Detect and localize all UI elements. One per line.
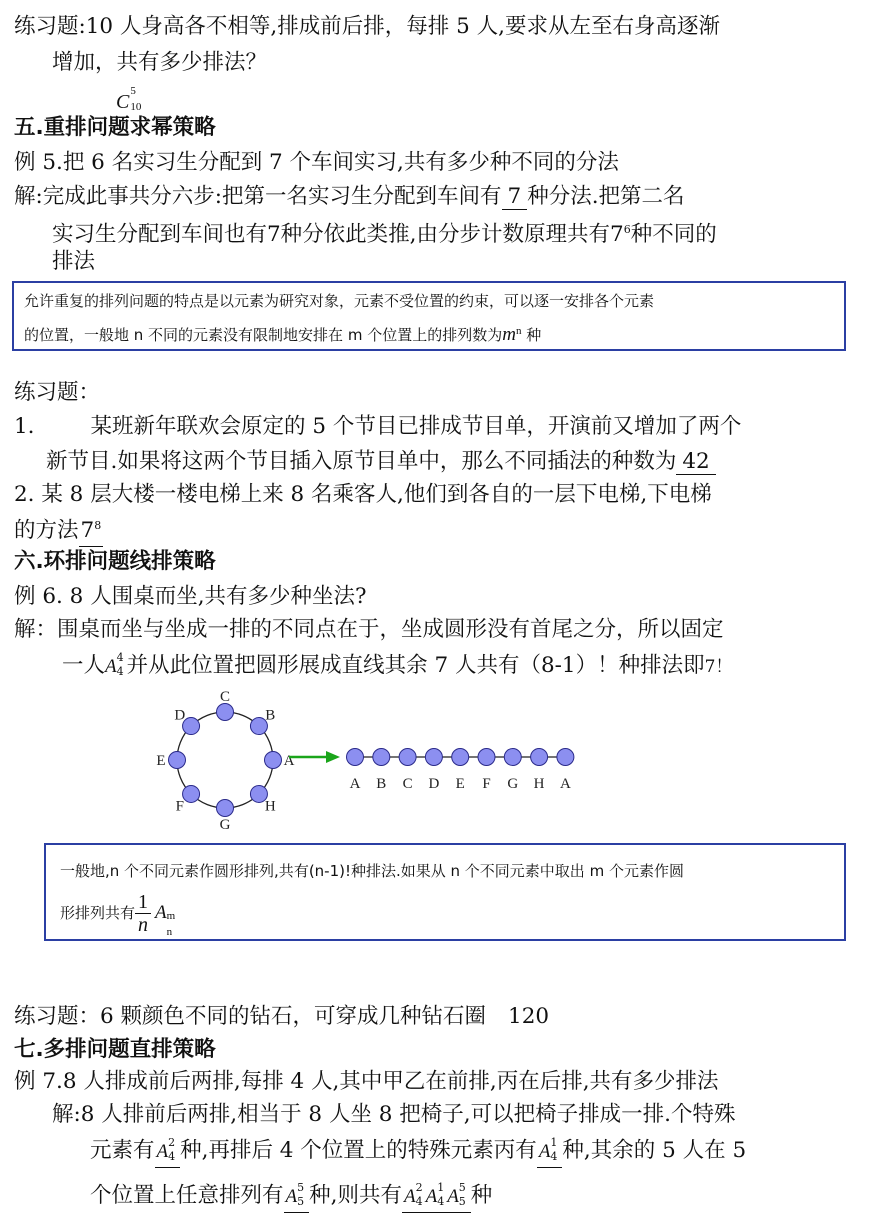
circle-label-g: G [219,817,231,833]
line-label-0: A [349,776,361,792]
circle-node-c [217,704,234,721]
line-label-2: C [402,776,413,792]
exercise-line-1: 练习题:10 人身高各不相等,排成前后排，每排 5 人,要求从左至右身高逐渐 [14,14,720,39]
circle-label-d: D [174,707,186,724]
example-5-solution-line-3: 排法 [52,249,96,274]
example-6-solution-line-1: 解：围桌而坐与坐成一排的不同点在于，坐成圆形没有首尾之分，所以固定 [14,617,724,642]
line-node-0 [347,749,364,766]
section-5-heading: 五.重排问题求幂策略 [14,115,216,140]
rule-box-circular [44,843,846,941]
line-node-4 [452,749,469,766]
example-7-solution-line-1: 解:8 人排前后两排,相当于 8 人坐 8 把椅子,可以把椅子排成一排.个特殊 [52,1102,736,1127]
line-node-1 [373,749,390,766]
line-label-1: B [376,776,387,792]
practice-1-line-2: 新节目.如果将这两个节目插入原节目单中，那么不同插法的种数为 42 [46,447,716,477]
example-7-solution-line-2: 元素有 A 2 4 种,再排后 4 个位置上的特殊元素丙有 A 1 4 种,其余的 5 人在 5 [90,1133,746,1173]
practice-2-line-2: 的方法$7^8$ [14,511,103,547]
example-7-solution-line-3: 个位置上任意排列有 A 5 5 种,则共有 A 2 4 A 1 4 A 5 5 种 [90,1178,492,1213]
circle-label-a: A [283,753,295,769]
line-label-8: A [559,776,571,792]
arrow-head [326,751,340,763]
exercise-answer: C 5 10 [116,85,142,113]
example-6-solution-line-2: 一人A 4 4 并从此位置把圆形展成直线其余 7 人共有（8-1）！种排法即7！ [62,651,733,678]
practice-1-line-1: 1. 某班新年联欢会原定的 5 个节目已排成节目单，开演前又增加了两个 [14,414,742,439]
circle-node-f [183,785,200,802]
fraction-1-over-n: $\frac{1}{n}$ [135,891,151,936]
rule-box-line-2: 的位置，一般地 n 不同的元素没有限制地安排在 m 个位置上的排列数为$m^n$ 种 [24,324,542,345]
line-label-4: E [455,776,465,792]
circle-label-e: E [156,753,166,769]
example-6: 例 6. 8 人围桌而坐,共有多少种坐法? [14,584,367,609]
example-5: 例 5.把 6 名实习生分配到 7 个车间实习,共有多少种不同的分法 [14,150,619,175]
practice-1-answer: 42 [676,450,715,475]
line-label-7: H [533,776,545,792]
rule-box-repetition [12,281,846,351]
circle-node-g [217,800,234,817]
line-label-5: F [482,776,491,792]
exercise-line-2: 增加，共有多少排法？ [52,50,268,75]
section-7-heading: 七.多排问题直排策略 [14,1037,216,1062]
line-node-5 [478,749,495,766]
answer-blank: 7 [502,185,528,210]
circle-label-c: C [219,689,231,705]
practice-2-line-1: 2. 某 8 层大楼一楼电梯上来 8 名乘客人,他们到各自的一层下电梯,下电梯 [14,482,712,507]
line-node-8 [557,749,574,766]
circle-to-line-diagram [0,680,878,840]
circle-label-b: B [265,707,276,724]
circle-label-h: H [264,798,276,815]
example-7: 例 7.8 人排成前后两排,每排 4 人,其中甲乙在前排,丙在后排,共有多少排法 [14,1069,719,1094]
circle-node-e [169,752,186,769]
example-5-solution-line-1: 解:完成此事共分六步:把第一名实习生分配到车间有 7 种分法.把第二名 [14,184,685,209]
practice-label: 练习题： [14,380,101,405]
section-6-heading: 六.环排问题线排策略 [14,549,216,574]
line-node-3 [425,749,442,766]
circle-node-a [265,752,282,769]
practice-circular: 练习题：6 颗颜色不同的钻石，可穿成几种钻石圈 120 [14,1004,550,1029]
rule-box-line-1: 允许重复的排列问题的特点是以元素为研究对象，元素不受位置的约束，可以逐一安排各个元素 [24,292,655,310]
example-5-solution-line-2: 实习生分配到车间也有7种分依此类推,由分步计数原理共有$7^6$种不同的 [52,222,717,248]
line-label-6: G [507,776,519,792]
practice-2-answer: $7^8$ [79,511,104,547]
circle-label-f: F [175,798,184,815]
line-node-2 [399,749,416,766]
rule-box-circular-line-2: 形排列共有 $\frac{1}{n}$ A m n [60,891,176,938]
line-label-3: D [428,776,440,792]
line-node-7 [531,749,548,766]
rule-box-circular-line-1: 一般地,n 个不同元素作圆形排列,共有(n-1)!种排法.如果从 n 个不同元素中取出 m 个元素作圆 [60,862,684,880]
line-node-6 [504,749,521,766]
